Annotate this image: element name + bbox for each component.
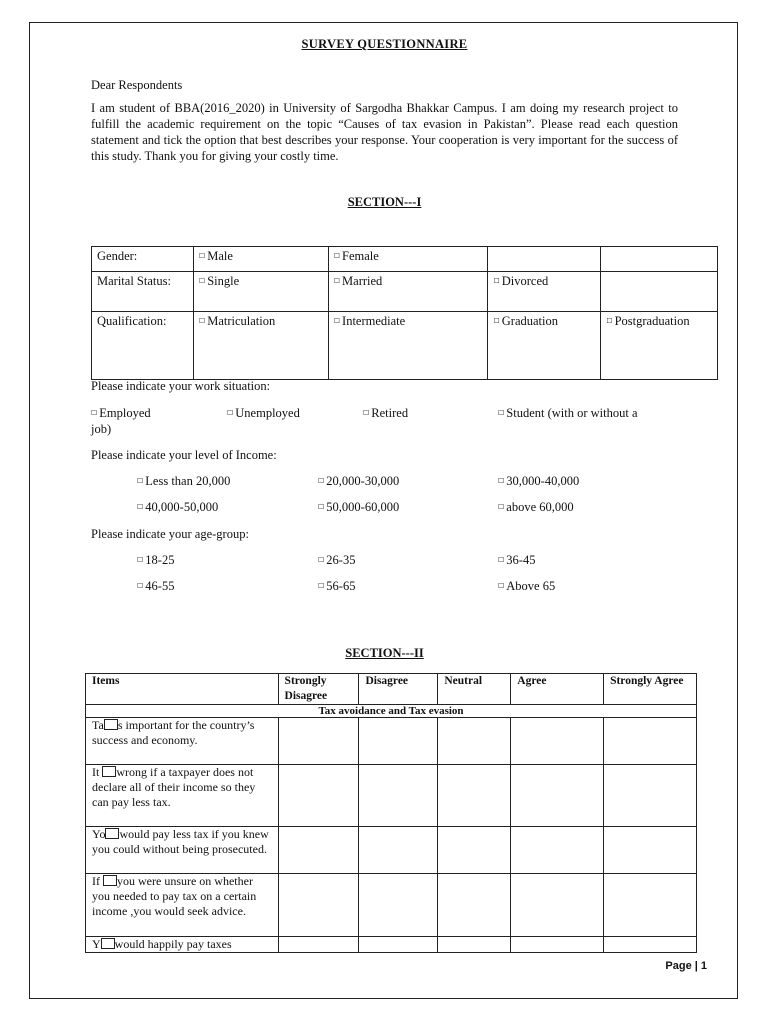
checkbox-icon[interactable]: ☐: [91, 409, 98, 417]
response-cell[interactable]: [604, 874, 697, 937]
option-age-1[interactable]: ☐ 18-25: [137, 553, 175, 567]
marital-label: Marital Status:: [92, 272, 194, 312]
checkbox-icon[interactable]: ☐: [498, 409, 505, 417]
col-items: Items: [86, 674, 279, 705]
item-text: Yo would pay less tax if you knew you could without being prosecuted.: [86, 827, 279, 874]
checkbox-icon[interactable]: ☐: [498, 582, 505, 590]
table-row: [86, 718, 697, 765]
option-age-6[interactable]: ☐ Above 65: [498, 579, 556, 593]
option-single[interactable]: ☐ Single: [193, 272, 328, 312]
checkbox-icon[interactable]: ☐: [498, 503, 505, 511]
option-unemployed[interactable]: ☐ Unemployed: [227, 406, 300, 420]
income-prompt: Please indicate your level of Income:: [91, 448, 277, 462]
response-cell[interactable]: [438, 765, 511, 827]
col-strongly-agree: Strongly Agree: [604, 674, 697, 705]
option-income-2[interactable]: ☐ 20,000-30,000: [318, 474, 400, 488]
item-text: It wrong if a taxpayer does not declare all of their income so they can pay less tax.: [86, 765, 279, 827]
work-continuation: job): [91, 422, 112, 436]
checkbox-icon[interactable]: ☐: [318, 582, 325, 590]
checkbox-icon: [102, 766, 116, 777]
response-cell[interactable]: [511, 937, 604, 953]
group-heading: Tax avoidance and Tax evasion: [86, 705, 697, 718]
option-matriculation[interactable]: ☐ Matriculation: [193, 312, 328, 380]
item-text: Ta s important for the country’s success and economy.: [86, 718, 279, 765]
section-1-heading: SECTION---I: [347, 195, 422, 209]
group-row: [86, 705, 697, 718]
checkbox-icon[interactable]: ☐: [493, 277, 500, 285]
section-2-heading: SECTION---II: [345, 646, 424, 660]
checkbox-icon[interactable]: ☐: [498, 477, 505, 485]
option-student[interactable]: ☐ Student (with or without a: [498, 406, 638, 420]
response-cell[interactable]: [278, 874, 359, 937]
response-cell[interactable]: [511, 827, 604, 874]
checkbox-icon[interactable]: ☐: [318, 556, 325, 564]
option-income-5[interactable]: ☐ 50,000-60,000: [318, 500, 400, 514]
option-female[interactable]: ☐ Female: [328, 247, 488, 272]
response-cell[interactable]: [438, 718, 511, 765]
table-row: [86, 765, 697, 827]
likert-table: [85, 673, 697, 953]
response-cell[interactable]: [359, 937, 438, 953]
response-cell[interactable]: [438, 827, 511, 874]
gender-label: Gender:: [92, 247, 194, 272]
option-married[interactable]: ☐ Married: [328, 272, 488, 312]
option-graduation[interactable]: ☐ Graduation: [488, 312, 601, 380]
checkbox-icon[interactable]: ☐: [498, 556, 505, 564]
option-income-3[interactable]: ☐ 30,000-40,000: [498, 474, 580, 488]
response-cell[interactable]: [438, 874, 511, 937]
intro-paragraph: I am student of BBA(2016_2020) in University of Sargodha Bhakkar Campus. I am doing my research project to fulfill the academic requirement on the topic “Causes of tax evasion in Pakistan”. Please read each question statement and tick the option that best describes your response. Your cooperation is very important for the success of this study. Thank you for giving your costly time.: [91, 101, 678, 163]
option-male[interactable]: ☐ Male: [193, 247, 328, 272]
col-agree: Agree: [511, 674, 604, 705]
response-cell[interactable]: [438, 937, 511, 953]
checkbox-icon[interactable]: ☐: [318, 503, 325, 511]
checkbox-icon[interactable]: ☐: [493, 317, 500, 325]
response-cell[interactable]: [511, 765, 604, 827]
page-number: Page | 1: [665, 960, 707, 972]
checkbox-icon[interactable]: ☐: [137, 503, 144, 511]
response-cell[interactable]: [511, 874, 604, 937]
gender-row: [92, 247, 718, 272]
checkbox-icon[interactable]: ☐: [227, 409, 234, 417]
response-cell[interactable]: [359, 827, 438, 874]
greeting: Dear Respondents: [91, 78, 183, 92]
response-cell[interactable]: [359, 718, 438, 765]
table-row: [86, 827, 697, 874]
option-employed[interactable]: ☐ Employed: [91, 406, 151, 420]
survey-title: SURVEY QUESTIONNAIRE: [301, 37, 468, 51]
response-cell[interactable]: [359, 765, 438, 827]
response-cell[interactable]: [604, 718, 697, 765]
item-text: If you were unsure on whether you needed to pay tax on a certain income ,you would seek advice.: [86, 874, 279, 937]
response-cell[interactable]: [278, 827, 359, 874]
checkbox-icon[interactable]: ☐: [198, 277, 206, 285]
option-income-4[interactable]: ☐ 40,000-50,000: [137, 500, 219, 514]
item-text: Y would happily pay taxes: [86, 937, 279, 953]
response-cell[interactable]: [604, 937, 697, 953]
table-row: [86, 937, 697, 953]
option-age-2[interactable]: ☐ 26-35: [318, 553, 356, 567]
col-disagree: Disagree: [359, 674, 438, 705]
checkbox-icon[interactable]: ☐: [137, 556, 144, 564]
response-cell[interactable]: [604, 765, 697, 827]
option-intermediate[interactable]: ☐ Intermediate: [328, 312, 488, 380]
col-strongly-disagree: Strongly Disagree: [278, 674, 359, 705]
checkbox-icon: [104, 719, 118, 730]
checkbox-icon[interactable]: ☐: [333, 277, 341, 285]
checkbox-icon[interactable]: ☐: [318, 477, 325, 485]
checkbox-icon[interactable]: ☐: [363, 409, 370, 417]
option-divorced[interactable]: ☐ Divorced: [488, 272, 601, 312]
option-postgraduation[interactable]: ☐ Postgraduation: [601, 312, 718, 380]
checkbox-icon[interactable]: ☐: [606, 317, 613, 325]
option-income-6[interactable]: ☐ above 60,000: [498, 500, 574, 514]
empty-cell: [601, 247, 718, 272]
option-age-3[interactable]: ☐ 36-45: [498, 553, 536, 567]
checkbox-icon[interactable]: ☐: [333, 252, 341, 260]
checkbox-icon[interactable]: ☐: [198, 317, 206, 325]
marital-row: [92, 272, 718, 312]
response-cell[interactable]: [604, 827, 697, 874]
qualification-label: Qualification:: [92, 312, 194, 380]
empty-cell: [601, 272, 718, 312]
checkbox-icon[interactable]: ☐: [333, 317, 341, 325]
checkbox-icon: [101, 938, 115, 949]
response-cell[interactable]: [278, 765, 359, 827]
col-neutral: Neutral: [438, 674, 511, 705]
qualification-row: [92, 312, 718, 380]
document-page: [29, 22, 738, 999]
work-prompt: Please indicate your work situation:: [91, 379, 271, 393]
response-cell[interactable]: [278, 718, 359, 765]
table-row: [86, 874, 697, 937]
option-retired[interactable]: ☐ Retired: [363, 406, 409, 420]
empty-cell: [488, 247, 601, 272]
checkbox-icon: [103, 875, 117, 886]
response-cell[interactable]: [511, 718, 604, 765]
option-income-1[interactable]: ☐ Less than 20,000: [137, 474, 231, 488]
checkbox-icon: [105, 828, 119, 839]
demographics-table: [91, 246, 718, 380]
option-age-5[interactable]: ☐ 56-65: [318, 579, 356, 593]
response-cell[interactable]: [278, 937, 359, 953]
likert-header-row: [86, 674, 697, 705]
checkbox-icon[interactable]: ☐: [137, 582, 144, 590]
checkbox-icon[interactable]: ☐: [198, 252, 206, 260]
response-cell[interactable]: [359, 874, 438, 937]
age-prompt: Please indicate your age-group:: [91, 527, 249, 541]
option-age-4[interactable]: ☐ 46-55: [137, 579, 175, 593]
checkbox-icon[interactable]: ☐: [137, 477, 144, 485]
